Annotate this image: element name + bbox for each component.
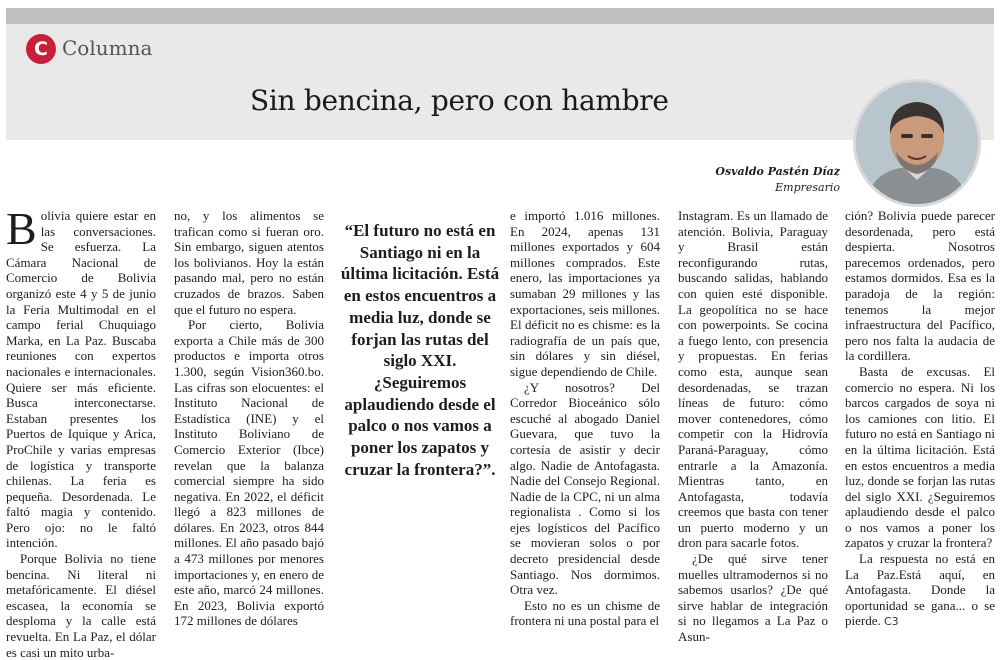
paragraph: ¿Y nosotros? Del Corredor Bioceánico sólo escuché al abogado Daniel Guevara, que tuvo la cortesía de asistir y decir algo. Nadie de Antofagasta. Nadie del Consejo Regional. Nadie de la CPC, ni un alma regionalista . Como si los ejes logísticos del Pacífico se movieran solos o por decreto presidencial desde Santiago. Nos dormimos. Otra vez. <box>510 379 660 598</box>
header-band <box>6 24 994 140</box>
article-column-2 <box>174 208 324 629</box>
paragraph: Basta de excusas. El comercio no espera. Ni los barcos cargados de soya ni los camiones con litio. El futuro no está en Santiago ni en la última licitación. Está en estos encuentros a media luz, donde se forjan las rutas del siglo XXI. ¿Seguiremos aplaudiendo desde el palco o nos vamos a poner los zapatos y cruzar la frontera? <box>845 363 995 551</box>
pull-quote: “El futuro no está en Santiago ni en la última licitación. Está en estos encuentros a media luz, donde se forjan las rutas del siglo XXI. ¿Seguiremos aplaudiendo desde el palco o nos vamos a poner los zapatos y cruzar la frontera?”. <box>340 221 500 479</box>
paragraph: Por cierto, Bolivia exporta a Chile más de 300 productos e importa otros 1.300, según Vision360.bo. Las cifras son elocuentes: el Instituto Nacional de Estadística (INE) y el Instituto Boliviano de Comercio Exterior (Ibce) revelan que la balanza comercial siempre ha sido negativa. En 2022, el déficit llegó a 823 millones de dólares. En 2023, otros 844 millones. El año pasado bajó a 473 millones por menores importaciones y, en enero de este año, marcó 24 millones. En 2023, Bolivia exportó 172 millones de dólares <box>174 317 324 629</box>
column-logo-icon: C <box>26 34 56 64</box>
article-column-4 <box>678 208 828 645</box>
top-rule <box>6 8 994 24</box>
author-portrait-icon <box>856 82 978 204</box>
drop-cap: B <box>6 203 37 254</box>
paragraph: Bolivia quiere estar en las conversaciones. Se esfuerza. La Cámara Nacional de Comercio de Bolivia organizó este 4 y 5 de junio la Feria Multimodal en el campo ferial Chuquiago Marka, en La Paz. Buscaba reuniones con expertos nacionales e internacionales. Quiere ser más eficiente. Busca interconectarse. Estaban presentes los Puertos de Iquique y Arica, ProChile y varias empresas de logística y transporte chilenas. La feria es pequeña. Desordenada. Le faltó magia y contenido. Pero ojo: no le faltó intención. <box>6 203 156 551</box>
paragraph: ¿De qué sirve tener muelles ultramodernos si no sabemos usarlos? ¿De qué sirve hablar de integración si no llegamos a La Paz o Asun- <box>678 551 828 645</box>
paragraph: La respuesta no está en La Paz.Está aquí, en Antofagasta. Donde la oportunidad se gana... o se pierde. C3 <box>845 551 995 629</box>
headline: Sin bencina, pero con hambre <box>250 84 669 117</box>
article-column-1 <box>6 203 156 660</box>
author-photo <box>853 79 981 207</box>
paragraph: Instagram. Es un llamado de atención. Bolivia, Paraguay y Brasil están reconfigurando rutas, buscando salidas, hablando con quien esté disponible. La geopolítica no se hace con powerpoints. Se cocina a fuego lento, con presencia y propuestas. En ferias como esta, aunque sean desordenadas, se trazan líneas de futuro: cómo mover contenedores, cómo competir con la Hidrovía Paraná-Paraguay, cómo entrarle a la Amazonía. Mientras tanto, en Antofagasta, todavía creemos que basta con tener un puerto moderno y un dron para sacarle fotos. <box>678 208 828 551</box>
section-label: Columna <box>62 36 153 60</box>
paragraph: Esto no es un chisme de frontera ni una postal para el <box>510 597 660 629</box>
article-column-3 <box>510 208 660 629</box>
byline <box>700 164 840 196</box>
paragraph: ción? Bolivia puede parecer desordenada, pero está despierta. Nosotros parecemos ordenados, pero estamos dormidos. Esa es la paradoja de la región: tenemos la mejor infraestructura del Pacífico, pero nos falta la audacia de la cordillera. <box>845 208 995 364</box>
paragraph: Porque Bolivia no tiene bencina. Ni literal ni metafóricamente. El diésel escasea, la economía se desploma y la calle está revuelta. En La Paz, el dólar es casi un mito urba- <box>6 551 156 660</box>
end-mark-icon: C3 <box>883 615 899 629</box>
article-column-5 <box>845 208 995 630</box>
author-role: Empresario <box>775 181 840 194</box>
paragraph: e importó 1.016 millones. En 2024, apenas 131 millones exportados y 604 millones comprados. Este enero, las importaciones ya sumaban 29 millones y las exportaciones, seis millones. El déficit no es chisme: es la radiografía de un país que, sin dólares y sin diésel, sigue dependiendo de Chile. <box>510 208 660 379</box>
paragraph: no, y los alimentos se trafican como si fueran oro. Sin embargo, siguen atentos los bolivianos. Hoy la están pasando mal, pero no están cruzados de brazos. Saben que el futuro no espera. <box>174 208 324 317</box>
author-name: Osvaldo Pastén Díaz <box>715 165 840 178</box>
